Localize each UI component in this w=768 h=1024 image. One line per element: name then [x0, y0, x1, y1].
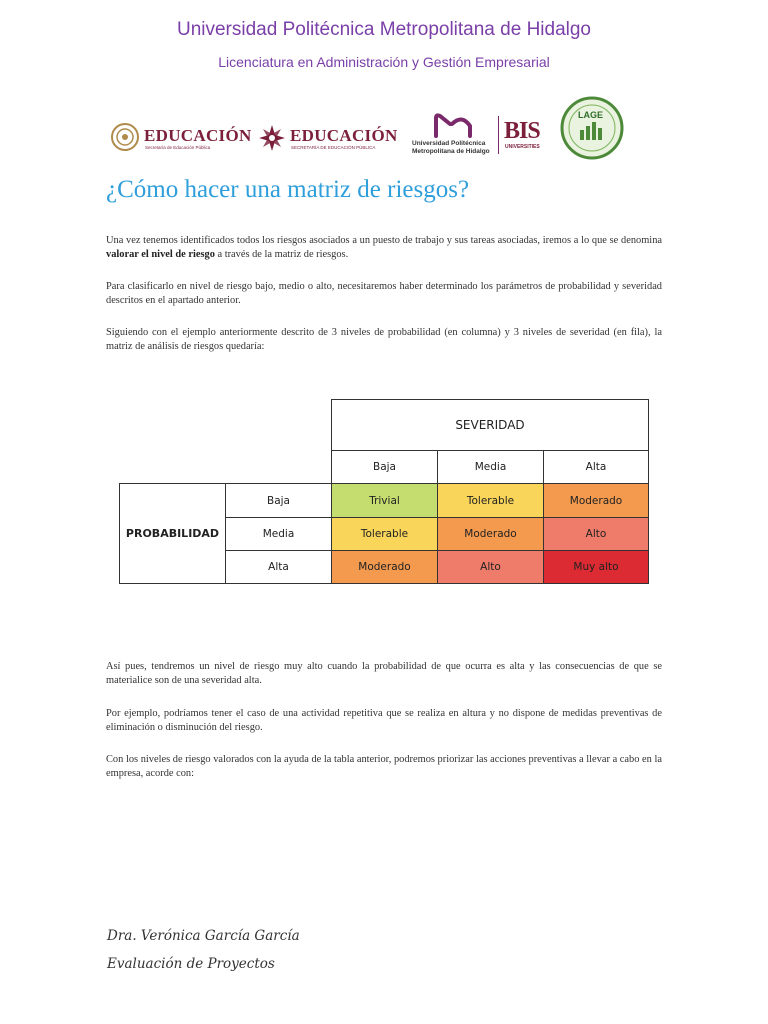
- risk-cell-baja-baja: Trivial: [331, 483, 438, 518]
- probability-level-media: Media: [225, 517, 332, 551]
- paragraph-5: Por ejemplo, podríamos tener el caso de una actividad repetitiva que se realiza en altura y no dispone de medidas preventivas de eliminación o disminución del riesgo.: [106, 708, 662, 733]
- p1-text-b: a través de la matriz de riesgos.: [214, 249, 349, 260]
- flower-icon: [258, 124, 286, 152]
- severity-header: SEVERIDAD: [331, 399, 649, 451]
- severity-level-alta: Alta: [543, 450, 649, 484]
- paragraph-1: [106, 234, 662, 262]
- lage-logo-icon: [558, 96, 626, 160]
- severity-level-baja: Baja: [331, 450, 438, 484]
- bis-sub: UNIVERSITIES: [505, 144, 540, 150]
- course-signature: Evaluación de Proyectos: [107, 956, 275, 972]
- educacion-logo-1-sub: Secretaría de Educación Pública: [145, 145, 211, 150]
- author-signature: Dra. Verónica García García: [107, 928, 300, 944]
- seal-icon: [110, 122, 140, 152]
- p1-text-a: Una vez tenemos identificados todos los riesgos asociados a un puesto de trabajo y sus tareas asociadas, iremos a lo que se denomina: [106, 235, 662, 246]
- upmh-icon: [432, 112, 474, 138]
- paragraph-6: Con los niveles de riesgo valorados con la ayuda de la tabla anterior, podremos priorizar las acciones preventivas a llevar a cabo en la empresa, acorde con:: [106, 754, 662, 779]
- paragraph-4: Así pues, tendremos un nivel de riesgo muy alto cuando la probabilidad de que ocurra es alta y las consecuencias de que se materialice son de una severidad alta.: [106, 661, 662, 686]
- risk-cell-media-baja: Tolerable: [331, 517, 438, 551]
- university-title: Universidad Politécnica Metropolitana de Hidalgo: [176, 19, 591, 40]
- probability-level-alta: Alta: [225, 550, 332, 584]
- educacion-logo-1: EDUCACIÓN: [144, 126, 252, 145]
- probability-header: PROBABILIDAD: [119, 483, 226, 584]
- career-title: Licenciatura en Administración y Gestión Empresarial: [218, 54, 550, 70]
- page-heading: ¿Cómo hacer una matriz de riesgos?: [106, 176, 470, 203]
- logo-divider: [498, 116, 499, 154]
- upmh-line1: Universidad Politécnica: [412, 140, 486, 147]
- risk-cell-media-media: Moderado: [437, 517, 544, 551]
- logos-row: [106, 96, 636, 160]
- severity-level-media: Media: [437, 450, 544, 484]
- upmh-text: [412, 140, 490, 156]
- risk-cell-baja-media: Tolerable: [437, 483, 544, 518]
- risk-cell-alta-alta: Muy alto: [543, 550, 649, 584]
- p1-bold: valorar el nivel de riesgo: [106, 249, 215, 260]
- paragraph-2: Para clasificarlo en nivel de riesgo bajo, medio o alto, necesitaremos haber determinado los parámetros de probabilidad y severidad descritos en el apartado anterior.: [106, 281, 662, 306]
- risk-cell-alta-baja: Moderado: [331, 550, 438, 584]
- upmh-line2: Metropolitana de Hidalgo: [412, 148, 490, 155]
- bis-logo: BIS: [504, 118, 540, 144]
- paragraph-3: Siguiendo con el ejemplo anteriormente descrito de 3 niveles de probabilidad (en columna) y 3 niveles de severidad (en fila), la matriz de análisis de riesgos quedaría:: [106, 327, 662, 352]
- lage-text: LAGE: [578, 110, 604, 120]
- educacion-logo-2: EDUCACIÓN: [290, 126, 398, 145]
- probability-level-baja: Baja: [225, 483, 332, 518]
- educacion-logo-2-sub: SECRETARÍA DE EDUCACIÓN PÚBLICA: [291, 145, 376, 150]
- risk-cell-media-alta: Alto: [543, 517, 649, 551]
- risk-cell-alta-media: Alto: [437, 550, 544, 584]
- risk-cell-baja-alta: Moderado: [543, 483, 649, 518]
